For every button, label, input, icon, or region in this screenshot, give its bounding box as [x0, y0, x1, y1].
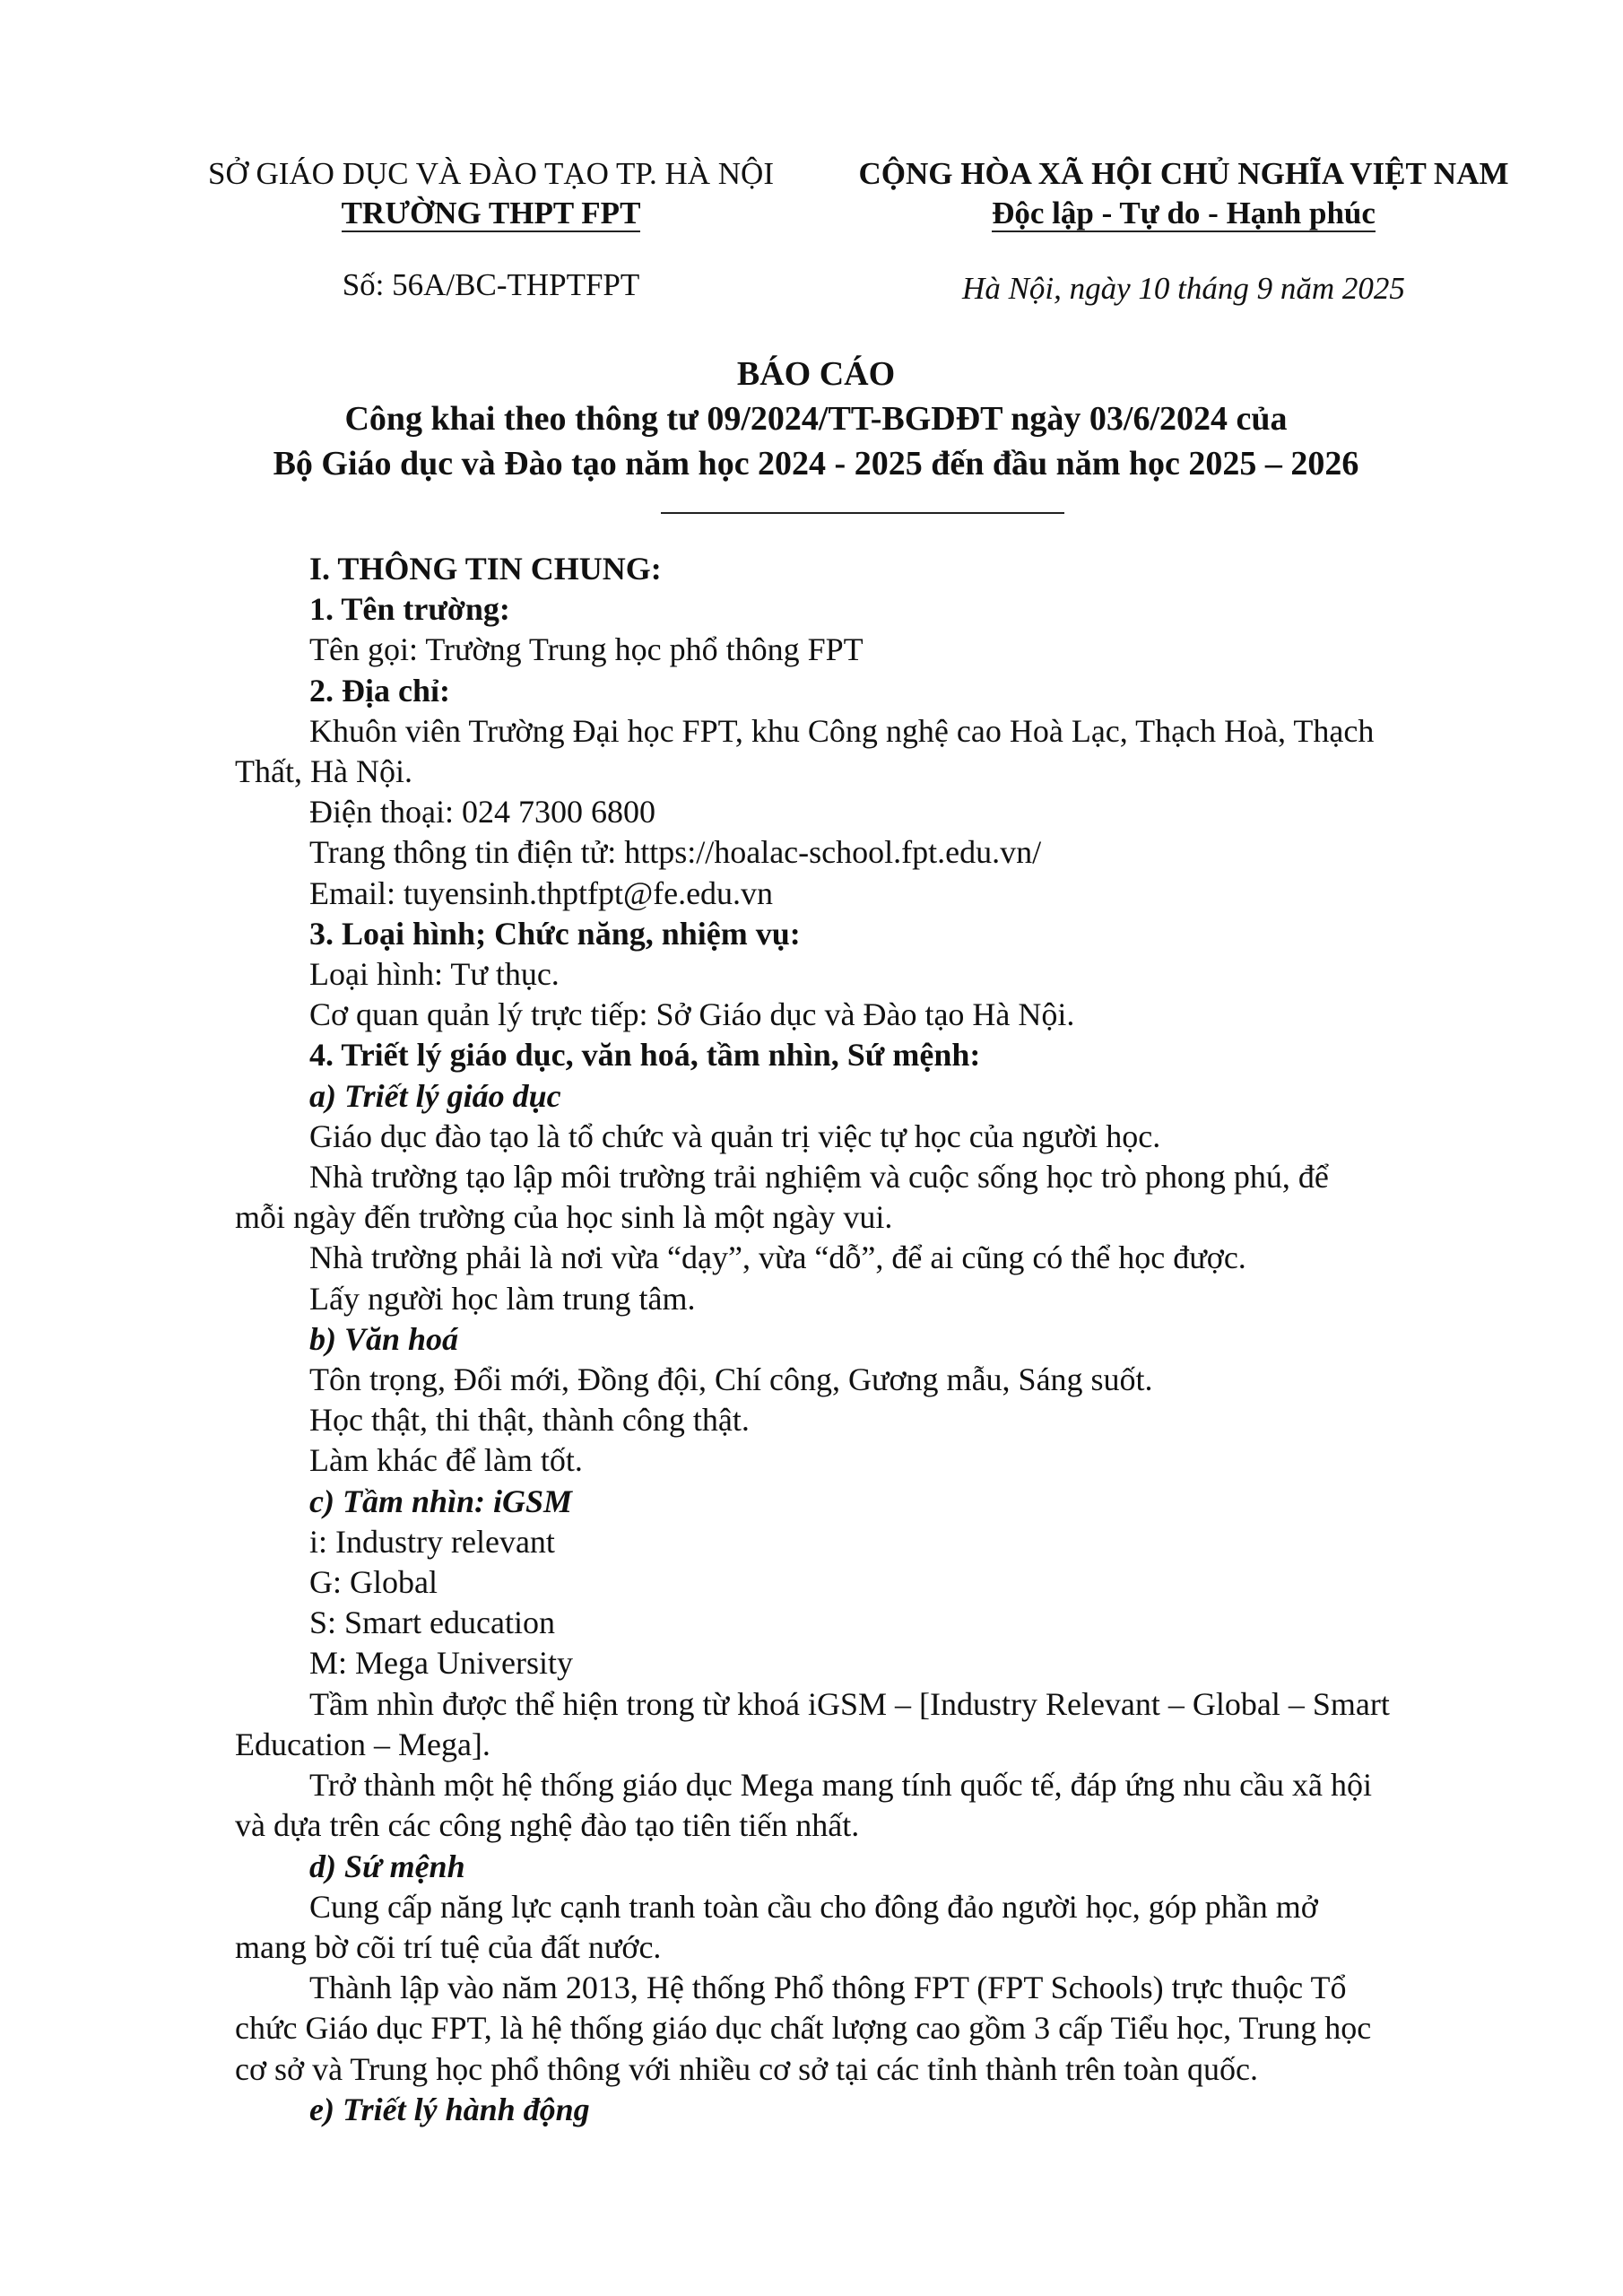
paragraph-b1: Tôn trọng, Đổi mới, Đồng đội, Chí công, Gương mẫu, Sáng suốt. — [309, 1361, 1153, 1398]
subheading-c: c) Tầm nhìn: iGSM — [309, 1483, 573, 1519]
title-line-2: Công khai theo thông tư 09/2024/TT-BGDĐT ngày 03/6/2024 của — [344, 400, 1288, 438]
subheading-b: b) Văn hoá — [309, 1320, 459, 1357]
issuer-department: SỞ GIÁO DỤC VÀ ĐÀO TẠO TP. HÀ NỘI — [207, 156, 774, 191]
phone-text: Điện thoại: 024 7300 6800 — [309, 794, 655, 831]
heading-type: 3. Loại hình; Chức năng, nhiệm vụ: — [309, 915, 801, 952]
paragraph-a1: Giáo dục đào tạo là tổ chức và quản trị việc tự học của người học. — [309, 1118, 1161, 1154]
subheading-d: d) Sứ mệnh — [309, 1848, 465, 1884]
email-text: Email: tuyensinh.thptfpt@fe.edu.vn — [309, 874, 774, 911]
subheading-e: e) Triết lý hành động — [309, 2091, 590, 2127]
paragraph-b2: Học thật, thi thật, thành công thật. — [309, 1402, 750, 1439]
paragraph-c3: S: Smart education — [309, 1605, 555, 1641]
paragraph-c4: M: Mega University — [309, 1645, 573, 1682]
heading-school-name: 1. Tên trường: — [309, 591, 510, 628]
paragraph-a2-line-2: mỗi ngày đến trường của học sinh là một ngày vui. — [235, 1199, 893, 1236]
paragraph-d1-line-1: Cung cấp năng lực cạnh tranh toàn cầu cho đông đảo người học, góp phần mở — [309, 1888, 1318, 1925]
address-line-2: Thất, Hà Nội. — [235, 753, 412, 790]
document-number: Số: 56A/BC-THPTFPT — [342, 267, 640, 302]
paragraph-a3: Nhà trường phải là nơi vừa “dạy”, vừa “dỗ”, để ai cũng có thể học được. — [309, 1239, 1246, 1276]
paragraph-c5-line-2: Education – Mega]. — [235, 1726, 490, 1762]
national-motto-block — [825, 154, 1542, 233]
paragraph-d2-line-2: chức Giáo dục FPT, là hệ thống giáo dục chất lượng cao gồm 3 cấp Tiểu học, Trung học — [235, 2010, 1372, 2047]
website-text: Trang thông tin điện tử: https://hoalac-school.fpt.edu.vn/ — [309, 834, 1042, 871]
national-motto: Độc lập - Tự do - Hạnh phúc — [992, 196, 1376, 230]
title-line-3: Bộ Giáo dục và Đào tạo năm học 2024 - 2025 đến đầu năm học 2025 – 2026 — [273, 445, 1359, 483]
document-body — [235, 549, 1508, 2130]
school-name-text: Tên gọi: Trường Trung học phổ thông FPT — [309, 631, 864, 668]
type-text: Loại hình: Tư thục. — [309, 956, 560, 993]
address-line-1: Khuôn viên Trường Đại học FPT, khu Công nghệ cao Hoà Lạc, Thạch Hoà, Thạch — [309, 712, 1375, 749]
subheading-a: a) Triết lý giáo dục — [309, 1077, 561, 1114]
paragraph-b3: Làm khác để làm tốt. — [309, 1442, 583, 1479]
country-name: CỘNG HÒA XÃ HỘI CHỦ NGHĨA VIỆT NAM — [858, 156, 1509, 191]
document-date: Hà Nội, ngày 10 tháng 9 năm 2025 — [962, 271, 1405, 306]
issuer-block — [175, 154, 807, 233]
authority-text: Cơ quan quản lý trực tiếp: Sở Giáo dục và Đào tạo Hà Nội. — [309, 996, 1075, 1033]
paragraph-d1-line-2: mang bờ cõi trí tuệ của đất nước. — [235, 1928, 662, 1965]
paragraph-d2-line-3: cơ sở và Trung học phổ thông với nhiều cơ sở tại các tỉnh thành trên toàn quốc. — [235, 2050, 1258, 2087]
issuer-school: TRƯỜNG THPT FPT — [341, 196, 641, 230]
title-divider — [661, 512, 1064, 514]
paragraph-a2-line-1: Nhà trường tạo lập môi trường trải nghiệm và cuộc sống học trò phong phú, để — [309, 1159, 1329, 1196]
title-main: BÁO CÁO — [736, 355, 896, 393]
section-heading: I. THÔNG TIN CHUNG: — [309, 551, 662, 587]
report-title — [179, 352, 1453, 486]
paragraph-a4: Lấy người học làm trung tâm. — [309, 1280, 696, 1317]
paragraph-c6-line-2: và dựa trên các công nghệ đào tạo tiên tiến nhất. — [235, 1807, 860, 1844]
heading-philosophy: 4. Triết lý giáo dục, văn hoá, tầm nhìn, Sứ mệnh: — [309, 1037, 981, 1074]
heading-address: 2. Địa chỉ: — [309, 672, 450, 709]
paragraph-c1: i: Industry relevant — [309, 1523, 555, 1560]
paragraph-c2: G: Global — [309, 1564, 438, 1601]
paragraph-d2-line-1: Thành lập vào năm 2013, Hệ thống Phổ thông FPT (FPT Schools) trực thuộc Tổ — [309, 1970, 1347, 2006]
paragraph-c5-line-1: Tầm nhìn được thể hiện trong từ khoá iGSM – [Industry Relevant – Global – Smart — [309, 1685, 1390, 1722]
paragraph-c6-line-1: Trở thành một hệ thống giáo dục Mega mang tính quốc tế, đáp ứng nhu cầu xã hội — [309, 1767, 1373, 1804]
